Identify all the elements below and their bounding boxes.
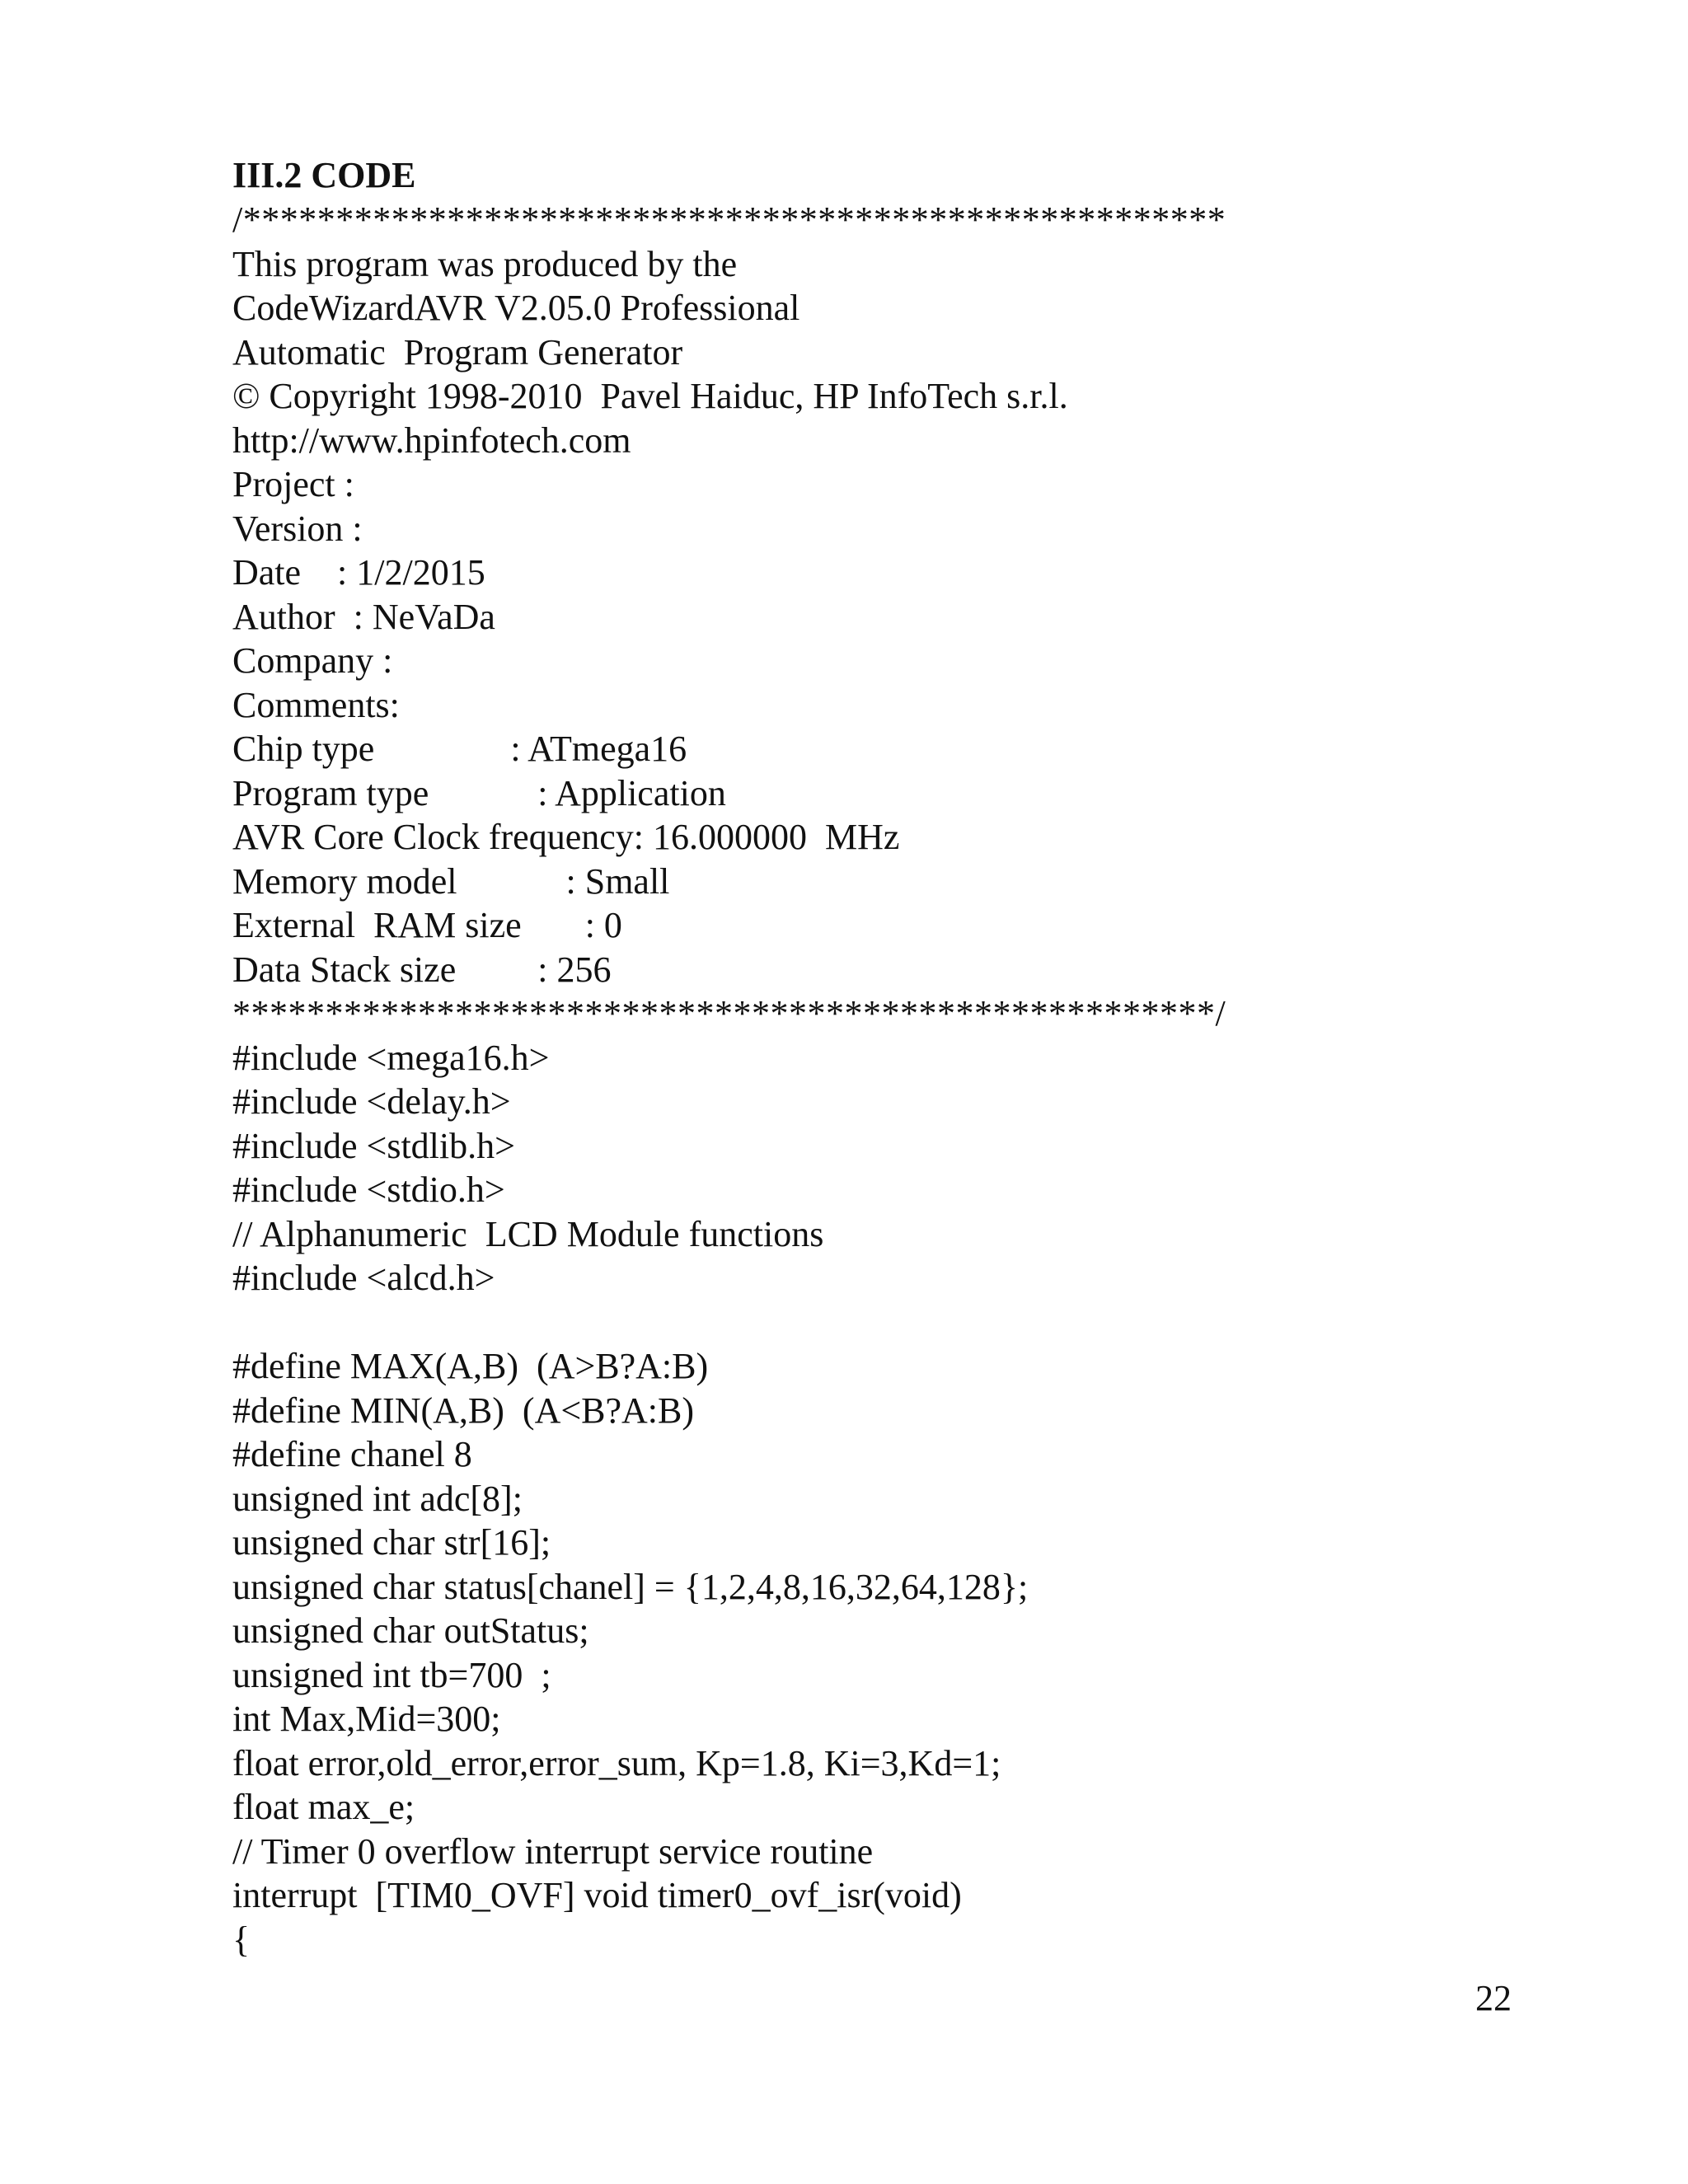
code-line: Version : <box>232 508 363 549</box>
code-line: unsigned char status[chanel] = {1,2,4,8,16,32,64,128}; <box>232 1566 1029 1607</box>
code-line: Chip type : ATmega16 <box>232 729 687 769</box>
code-line: Comments: <box>232 684 400 725</box>
code-line: int Max,Mid=300; <box>232 1699 501 1739</box>
code-line: Memory model : Small <box>232 860 670 902</box>
code-line: #include <alcd.h> <box>232 1258 495 1298</box>
code-line: float max_e; <box>232 1787 415 1827</box>
code-line: { <box>232 1919 251 1960</box>
code-line: Automatic Program Generator <box>232 331 683 373</box>
code-line: // Alphanumeric LCD Module functions <box>232 1213 824 1254</box>
code-line: unsigned char outStatus; <box>232 1610 589 1651</box>
code-line: // Timer 0 overflow interrupt service routine <box>232 1830 874 1872</box>
code-line: http://www.hpinfotech.com <box>232 419 631 461</box>
code-line: float error,old_error,error_sum, Kp=1.8, Ki=3,Kd=1; <box>232 1742 1001 1783</box>
code-line: #define MAX(A,B) (A>B?A:B) <box>232 1346 709 1386</box>
code-line: CodeWizardAVR V2.05.0 Professional <box>232 288 800 328</box>
code-line: External RAM size : 0 <box>232 905 622 945</box>
code-line: #include <delay.h> <box>232 1081 511 1122</box>
code-line: Data Stack size : 256 <box>232 949 612 990</box>
code-line: Program type : Application <box>232 772 726 813</box>
code-listing <box>232 153 1518 1961</box>
code-line: Company : <box>232 640 393 681</box>
code-line: Author : NeVaDa <box>232 596 495 637</box>
code-line: unsigned char str[16]; <box>232 1522 551 1563</box>
code-line: unsigned int tb=700 ; <box>232 1654 551 1695</box>
code-line: This program was produced by the <box>232 243 738 284</box>
page-number: 22 <box>1475 1978 1512 2018</box>
section-title: III.2 CODE <box>232 155 416 195</box>
code-line: AVR Core Clock frequency: 16.000000 MHz <box>232 817 900 857</box>
comment-close-line: *****************************************************/ <box>232 993 1226 1033</box>
code-line: #define chanel 8 <box>232 1434 472 1474</box>
code-line: #include <stdio.h> <box>232 1169 505 1210</box>
comment-open-line: /***************************************************** <box>232 199 1226 240</box>
code-line: #define MIN(A,B) (A<B?A:B) <box>232 1390 695 1431</box>
code-line: #include <stdlib.h> <box>232 1125 515 1166</box>
code-line: © Copyright 1998-2010 Pavel Haiduc, HP InfoTech s.r.l. <box>232 376 1068 416</box>
code-line: interrupt [TIM0_OVF] void timer0_ovf_isr(void) <box>232 1875 962 1915</box>
code-line: Date : 1/2/2015 <box>232 552 485 593</box>
code-line: Project : <box>232 464 354 504</box>
blank-line <box>232 1301 1518 1345</box>
code-line: unsigned int adc[8]; <box>232 1478 523 1519</box>
code-line: #include <mega16.h> <box>232 1037 550 1078</box>
